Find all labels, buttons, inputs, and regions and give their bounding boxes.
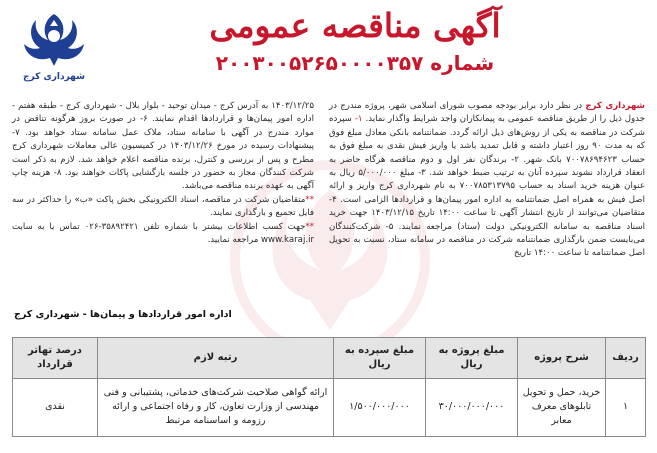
body-column-left [12, 100, 314, 247]
row-number-cell: ۱ [606, 378, 646, 436]
conditions-continued-text: ۱۴۰۳/۱۲/۲۵ به آدرس کرج - میدان توحید - بلوار بلال - شهرداری کرج - طبقه هفتم - اداره امور پیمان‌ها و قراردادها اقدام نمایند. ۶- در صورت بروز هرگونه تناقض در موارد مندرج در آگهی با سامانه ستاد، ملاک عمل سامانه ستاد خواهد بود. ۷- پیشنهادات رسیده در مورخ ۱۴۰۳/۱۲/۲۶ در کمیسیون عالی معاملات شهرداری کرج مطرح و پس از بررسی و کنترل، برنده مناقصه اعلام خواهد شد. لازم به ذکر است شرکت کنندگان مجاز به حضور در جلسه بازگشایی پاکات خواهند بود. ۸- هزینه چاپ آگهی به عهده برنده مناقصه می‌باشد. [12, 101, 315, 192]
deposit-amount-cell: ۱/۵۰۰/۰۰۰/۰۰۰ [334, 378, 426, 436]
table-header-cell: شرح پروژه [518, 338, 606, 379]
table-header-cell: ردیف [606, 338, 646, 379]
note-marker: ** [305, 194, 314, 205]
project-desc-cell: خرید، حمل و تحویل تابلوهای معرف معابر [518, 378, 606, 436]
lead-org-name: شهرداری کرج [585, 101, 645, 111]
required-grade-cell: ارائه گواهی صلاحیت شرکت‌های خدماتی، پشتیبانی و فنی مهندسی از وزارت تعاون، کار و رفاه اجتماعی و ارائه رزومه و اساسنامه مرتبط [98, 378, 334, 436]
note-marker: ** [305, 221, 314, 232]
ad-number: شماره ۲۰۰۳۰۰۵۲۶۵۰۰۰۰۳۵۷ [215, 51, 495, 75]
ad-title: آگهی مناقصه عمومی [209, 6, 501, 45]
body-column-right [329, 100, 645, 261]
barter-percent-cell: نقدی [13, 378, 98, 436]
logo-caption: شهرداری کرج [23, 72, 85, 82]
table-header-row [13, 338, 646, 379]
table-header-cell: مبلغ سپرده به ریال [334, 338, 426, 379]
tender-table [12, 337, 646, 437]
table-header-cell: رتبه لازم [98, 338, 334, 379]
issuer-signature: اداره امور قراردادها و پیمان‌ها - شهرداری کرج [14, 309, 232, 320]
note-contact-text: جهت کسب اطلاعات بیشتر با شماره تلفن ۳۵۸۹۲۴۲۱-۰۲۶ تماس یا به سایت www.karaj.ir مراجعه نمایید. [12, 221, 314, 246]
karaj-municipality-logo [14, 6, 94, 90]
logo-emblem-icon [14, 6, 94, 72]
table-header-cell: مبلغ پروژه به ریال [426, 338, 518, 379]
table-header-cell: درصد تهاتر قرارداد [13, 338, 98, 379]
project-amount-cell: ۳۰/۰۰۰/۰۰۰/۰۰۰ [426, 378, 518, 436]
conditions-text: سپرده شرکت در مناقصه به یکی از روش‌های ذیل ارائه گردد. ضمانتنامه بانکی معادل مبلغ فوق که به مدت ۹۰ روز اعتبار داشته و قابل تمدید باشد یا واریز فیش نقدی به مبلغ فوق به حساب ۷۰۰۷۸۶۹۴۶۲۳ بانک شهر. ۲- برندگان نفر اول و دوم مناقصه هرگاه حاضر به انعقاد قرارداد نشوند سپرده آنان به ترتیب ضبط خواهد شد. ۳- مبلغ ۵/۰۰۰/۰۰۰ ریال به عنوان هزینه خرید اسناد به حساب ۷۰۰۷۸۵۳۱۳۷۹۵ به نام شهرداری کرج واریز و ارائه اصل فیش به همراه اصل ضمانتنامه به اداره امور پیمان‌ها و قراردادها الزامی است. ۴- متقاضیان می‌توانند از تاریخ انتشار آگهی تا ساعت ۱۴:۰۰ تاریخ ۱۴۰۳/۱۲/۱۵ جهت خرید اسناد مناقصه به سامانه الکترونیکی دولت (ستاد) مراجعه نمایند. ۵- شرکت‌کنندگان می‌بایست ضمن بارگذاری ضمانتنامه شرکت در مناقصه در سامانه ستاد، نسبت به تحویل اصل ضمانتنامه تا ساعت ۱۴:۰۰ تاریخ [329, 114, 645, 259]
note-upload-text: متقاضیان شرکت در مناقصه، اسناد الکترونیکی بخش پاکت «ب» را حداکثر در سه فایل تجمیع و بارگذاری نمایند. [12, 194, 314, 219]
item-number: ۱- [351, 114, 363, 125]
intro-text: در نظر دارد برابر بودجه مصوب شورای اسلامی شهر، پروژه مندرج در جدول ذیل را از طریق مناقصه عمومی به پیمانکاران واجد شرایط واگذار نماید. [329, 101, 645, 125]
table-row [13, 378, 646, 436]
